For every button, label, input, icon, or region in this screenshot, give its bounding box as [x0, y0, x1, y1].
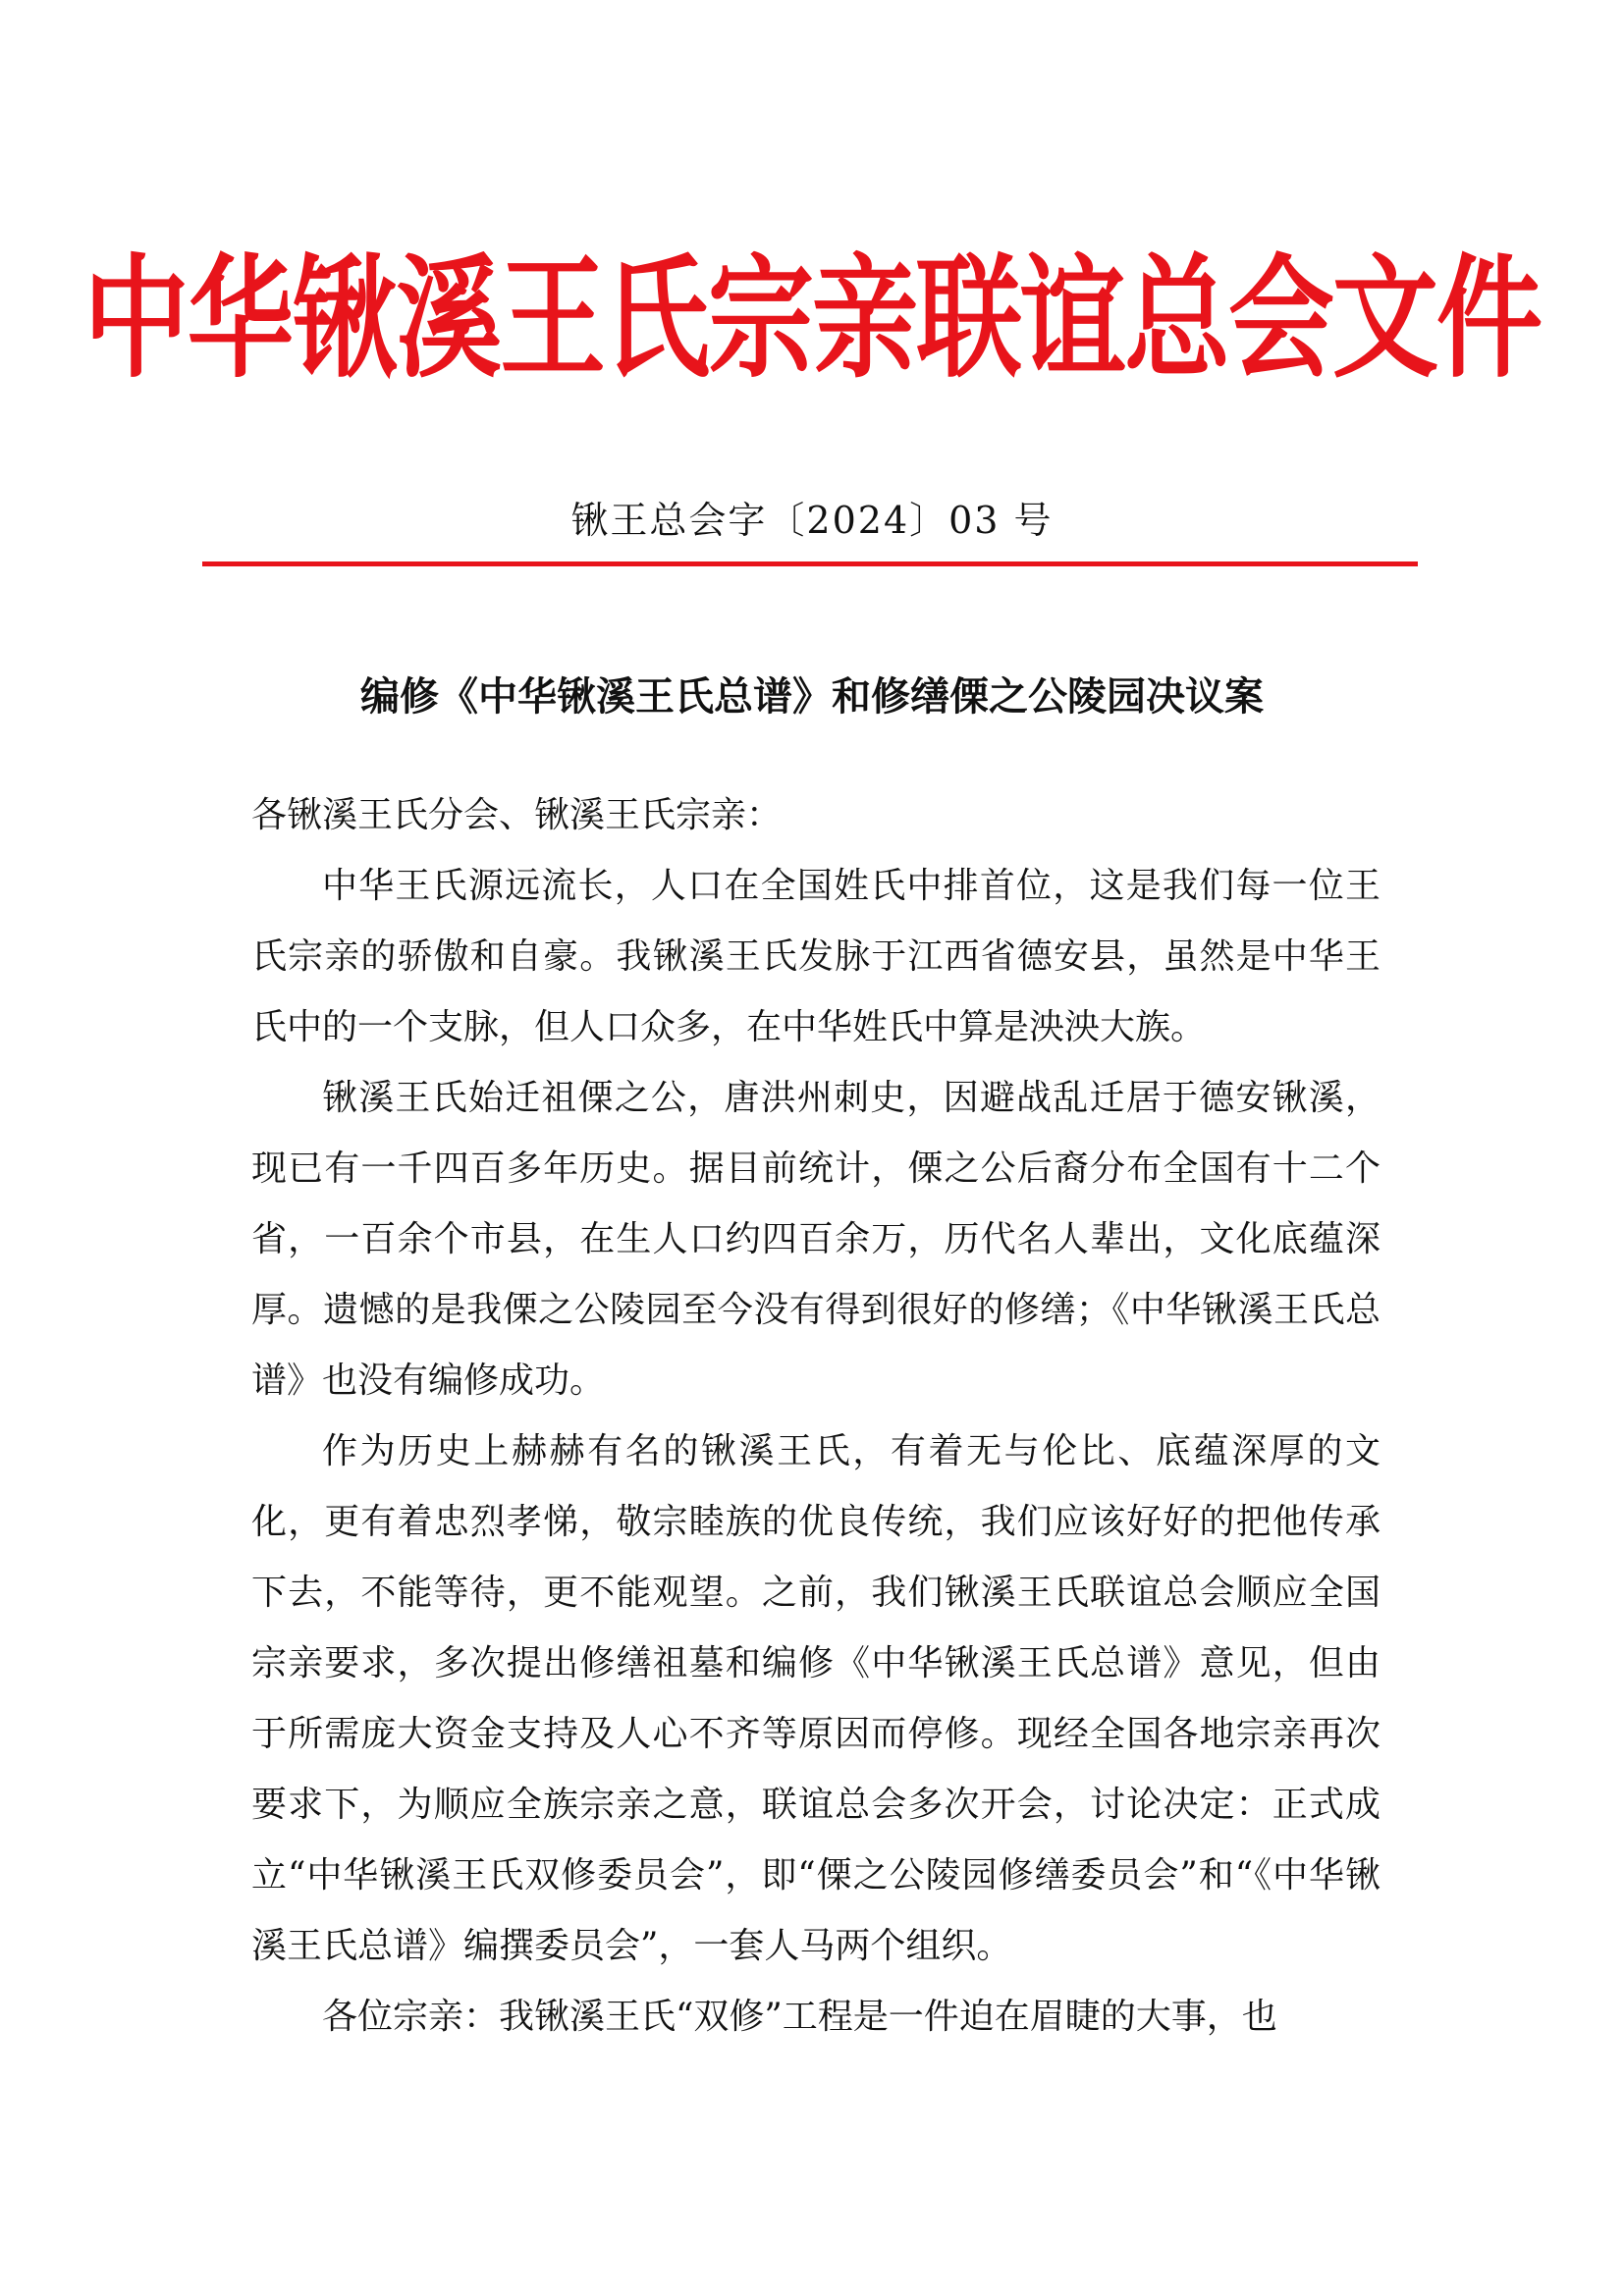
body-paragraph-2: 锹溪王氏始迁祖傈之公，唐洪州刺史，因避战乱迁居于德安锹溪，现已有一千四百多年历史。据目前统计，傈之公后裔分布全国有十二个省，一百余个市县，在生人口约四百余万，历代名人辈出，文化底蕴深厚。遗憾的是我傈之公陵园至今没有得到很好的修缮；《中华锹溪王氏总谱》也没有编修成功。: [251, 1078, 1380, 1401]
body-paragraph-3: 作为历史上赫赫有名的锹溪王氏，有着无与伦比、底蕴深厚的文化，更有着忠烈孝悌，敬宗睦族的优良传统，我们应该好好的把他传承下去，不能等待，更不能观望。之前，我们锹溪王氏联谊总会顺应全国宗亲要求，多次提出修缮祖墓和编修《中华锹溪王氏总谱》意见，但由于所需庞大资金支持及人心不齐等原因而停修。现经全国各地宗亲再次要求下，为顺应全族宗亲之意，联谊总会多次开会，讨论决定：正式成立“中华锹溪王氏双修委员会”，即“傈之公陵园修缮委员会”和“《中华锹溪王氏总谱》编撰委员会”，一套人马两个组织。: [251, 1431, 1380, 1966]
body-paragraph-1: 中华王氏源远流长，人口在全国姓氏中排首位，这是我们每一位王氏宗亲的骄傲和自豪。我锹溪王氏发脉于江西省德安县，虽然是中华王氏中的一个支脉，但人口众多，在中华姓氏中算是泱泱大族。: [251, 866, 1380, 1047]
red-divider-line: [202, 561, 1418, 566]
body-paragraph-4: 各位宗亲：我锹溪王氏“双修”工程是一件迫在眉睫的大事，也: [322, 1997, 1277, 2037]
document-masthead: 中华锹溪王氏宗亲联谊总会文件: [82, 242, 1541, 397]
document-number: 锹王总会字〔2024〕03 号: [570, 499, 1054, 542]
document-body: [251, 780, 1380, 2053]
document-title: 编修《中华锹溪王氏总谱》和修缮傈之公陵园决议案: [360, 674, 1264, 720]
salutation: 各锹溪王氏分会、锹溪王氏宗亲：: [251, 795, 783, 835]
